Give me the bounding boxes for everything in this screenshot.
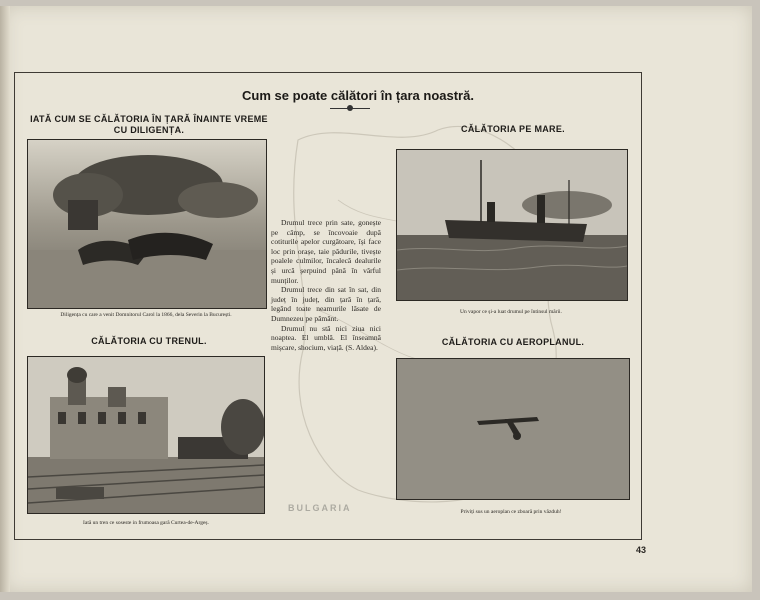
diligence-heading: IATĂ CUM SE CĂLĂTORIA ÎN ȚARĂ ÎNAINTE VREME CU DILIGENȚA. [30,114,268,135]
train-caption: Iată un tren ce soseste in frumoasa gară Curtea-de-Argeș. [83,520,209,526]
train-photo [27,356,265,514]
airplane-caption: Priviți sus un aeroplan ce zboară prin văzduh! [460,509,562,515]
diligence-photo [27,139,267,309]
sea-caption: Un vapor ce și-a luat drumul pe întinsul mării. [460,309,562,315]
page-title: Cum se poate călători în țara noastră. [242,88,474,103]
sea-photo [396,149,628,301]
map-label: BULGARIA [288,503,352,513]
page-number: 43 [636,545,647,555]
article-paragraph: Drumul nu stă nici ziua nici noaptea. El umblă. El înseamnă mișcare, shocium, viață. (S. Aldea). [271,323,381,352]
article-paragraph: Drumul trece prin sate, gonește pe câmp, se încovoaie după cotiturile apelor curgătoare, își face loc prin orașe, taie pădurile, tivește poalele culmilor, încalecă dealurile și urcă șerpuind până în vârful munților. [271,218,381,285]
article-text [271,218,381,352]
title-ornament [347,105,353,111]
airplane-heading: CĂLĂTORIA CU AEROPLANUL. [441,337,585,347]
sea-heading: CĂLĂTORIA PE MARE. [461,124,565,134]
article-paragraph: Drumul trece din sat în sat, din județ în județ, din țară în țară, legând toate neamurile lăsate de Dumnezeu pe pământ. [271,285,381,323]
train-heading: CĂLĂTORIA CU TRENUL. [91,336,207,346]
book-spine [0,6,10,592]
diligence-caption: Diligența cu care a venit Domnitorul Carol la 1866, dela Severin la București. [60,312,232,318]
airplane-photo [396,358,630,500]
